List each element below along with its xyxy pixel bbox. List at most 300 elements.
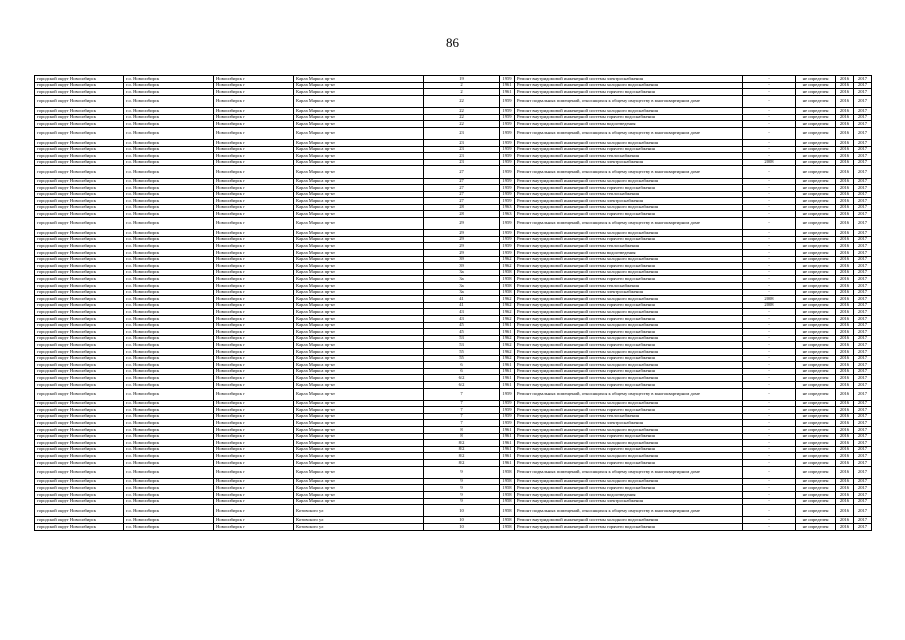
street-cell: Карла Маркса пр-кт (294, 388, 424, 400)
settlement-cell: Новосибирск г (214, 250, 294, 257)
street-cell: Карла Маркса пр-кт (294, 309, 424, 316)
house-number-cell: 53 (424, 342, 500, 349)
settlement-cell: Новосибирск г (214, 362, 294, 369)
district-cell: г.о. Новосибирск (124, 178, 214, 185)
build-year-cell: 1959 (500, 400, 515, 407)
build-year-cell: 1958 (500, 505, 515, 517)
end-year-cell: 2017 (854, 517, 872, 524)
cost-cell: не определен (796, 289, 836, 296)
house-number-cell: 53 (424, 335, 500, 342)
municipality-cell: городской округ Новосибирск (35, 348, 124, 355)
cost-cell: не определен (796, 191, 836, 198)
start-year-cell: 2016 (836, 146, 854, 153)
work-type-cell: Ремонт внутридомовой инженерной системы электроснабжения (515, 289, 743, 296)
last-repair-cell: - (743, 153, 796, 160)
house-number-cell: 41 (424, 302, 500, 309)
last-repair-cell: - (743, 388, 796, 400)
house-number-cell: 41 (424, 296, 500, 303)
start-year-cell: 2016 (836, 342, 854, 349)
house-number-cell: 45 (424, 322, 500, 329)
table-row (35, 362, 872, 369)
last-repair-cell: - (743, 204, 796, 211)
district-cell: г.о. Новосибирск (124, 198, 214, 205)
district-cell: г.о. Новосибирск (124, 204, 214, 211)
settlement-cell: Новосибирск г (214, 76, 294, 83)
municipality-cell: городской округ Новосибирск (35, 420, 124, 427)
table-row (35, 505, 872, 517)
start-year-cell: 2016 (836, 498, 854, 505)
table-row (35, 89, 872, 96)
build-year-cell: 1961 (500, 82, 515, 89)
end-year-cell: 2017 (854, 460, 872, 467)
end-year-cell: 2017 (854, 191, 872, 198)
cost-cell: не определен (796, 381, 836, 388)
start-year-cell: 2016 (836, 198, 854, 205)
build-year-cell: 1959 (500, 250, 515, 257)
street-cell: Карла Маркса пр-кт (294, 250, 424, 257)
end-year-cell: 2017 (854, 114, 872, 121)
start-year-cell: 2016 (836, 276, 854, 283)
work-type-cell: Ремонт внутридомовой инженерной системы холодного водоснабжения (515, 309, 743, 316)
street-cell: Карла Маркса пр-кт (294, 329, 424, 336)
table-row (35, 335, 872, 342)
district-cell: г.о. Новосибирск (124, 76, 214, 83)
municipality-cell: городской округ Новосибирск (35, 191, 124, 198)
start-year-cell: 2016 (836, 329, 854, 336)
house-number-cell: 22 (424, 121, 500, 128)
build-year-cell: 1962 (500, 335, 515, 342)
work-type-cell: Ремонт внутридомовой инженерной системы электроснабжения (515, 498, 743, 505)
start-year-cell: 2016 (836, 82, 854, 89)
start-year-cell: 2016 (836, 243, 854, 250)
last-repair-cell: - (743, 413, 796, 420)
municipality-cell: городской округ Новосибирск (35, 153, 124, 160)
end-year-cell: 2017 (854, 76, 872, 83)
cost-cell: не определен (796, 218, 836, 230)
cost-cell: не определен (796, 400, 836, 407)
municipality-cell: городской округ Новосибирск (35, 478, 124, 485)
settlement-cell: Новосибирск г (214, 355, 294, 362)
start-year-cell: 2016 (836, 427, 854, 434)
house-number-cell: 8/2 (424, 440, 500, 447)
start-year-cell: 2016 (836, 107, 854, 114)
start-year-cell: 2016 (836, 178, 854, 185)
street-cell: Карла Маркса пр-кт (294, 198, 424, 205)
last-repair-cell: - (743, 236, 796, 243)
work-type-cell: Ремонт внутридомовой инженерной системы водоотведения (515, 492, 743, 499)
start-year-cell: 2016 (836, 440, 854, 447)
table-row (35, 485, 872, 492)
end-year-cell: 2017 (854, 236, 872, 243)
cost-cell: не определен (796, 523, 836, 530)
cost-cell: не определен (796, 453, 836, 460)
table-row (35, 348, 872, 355)
table-body (35, 76, 872, 531)
street-cell: Карла Маркса пр-кт (294, 159, 424, 166)
municipality-cell: городской округ Новосибирск (35, 269, 124, 276)
municipality-cell: городской округ Новосибирск (35, 89, 124, 96)
municipality-cell: городской округ Новосибирск (35, 296, 124, 303)
street-cell: Карла Маркса пр-кт (294, 400, 424, 407)
work-type-cell: Ремонт внутридомовой инженерной системы горячего водоснабжения (515, 381, 743, 388)
street-cell: Карла Маркса пр-кт (294, 76, 424, 83)
district-cell: г.о. Новосибирск (124, 230, 214, 237)
last-repair-cell: - (743, 315, 796, 322)
cost-cell: не определен (796, 263, 836, 270)
work-type-cell: Ремонт внутридомовой инженерной системы холодного водоснабжения (515, 107, 743, 114)
street-cell: Карла Маркса пр-кт (294, 185, 424, 192)
end-year-cell: 2017 (854, 335, 872, 342)
house-number-cell: 55 (424, 348, 500, 355)
settlement-cell: Новосибирск г (214, 309, 294, 316)
cost-cell: не определен (796, 198, 836, 205)
municipality-cell: городской округ Новосибирск (35, 460, 124, 467)
settlement-cell: Новосибирск г (214, 236, 294, 243)
build-year-cell: 1958 (500, 466, 515, 478)
municipality-cell: городской округ Новосибирск (35, 485, 124, 492)
build-year-cell: 1959 (500, 191, 515, 198)
end-year-cell: 2017 (854, 348, 872, 355)
district-cell: г.о. Новосибирск (124, 427, 214, 434)
build-year-cell: 1959 (500, 185, 515, 192)
settlement-cell: Новосибирск г (214, 413, 294, 420)
municipality-cell: городской округ Новосибирск (35, 492, 124, 499)
end-year-cell: 2017 (854, 256, 872, 263)
end-year-cell: 2017 (854, 427, 872, 434)
street-cell: Карла Маркса пр-кт (294, 498, 424, 505)
start-year-cell: 2016 (836, 139, 854, 146)
repair-schedule-table (34, 75, 872, 531)
work-type-cell: Ремонт внутридомовой инженерной системы горячего водоснабжения (515, 446, 743, 453)
street-cell: Карла Маркса пр-кт (294, 427, 424, 434)
settlement-cell: Новосибирск г (214, 335, 294, 342)
district-cell: г.о. Новосибирск (124, 466, 214, 478)
house-number-cell: 39 (424, 256, 500, 263)
table-row (35, 82, 872, 89)
start-year-cell: 2016 (836, 89, 854, 96)
build-year-cell: 1959 (500, 243, 515, 250)
street-cell: Карла Маркса пр-кт (294, 375, 424, 382)
district-cell: г.о. Новосибирск (124, 276, 214, 283)
street-cell: Карла Маркса пр-кт (294, 381, 424, 388)
settlement-cell: Новосибирск г (214, 296, 294, 303)
district-cell: г.о. Новосибирск (124, 139, 214, 146)
cost-cell: не определен (796, 236, 836, 243)
work-type-cell: Ремонт внутридомовой инженерной системы горячего водоснабжения (515, 89, 743, 96)
district-cell: г.о. Новосибирск (124, 348, 214, 355)
district-cell: г.о. Новосибирск (124, 159, 214, 166)
last-repair-cell: - (743, 166, 796, 178)
house-number-cell: 23 (424, 127, 500, 139)
end-year-cell: 2017 (854, 329, 872, 336)
street-cell: Карла Маркса пр-кт (294, 355, 424, 362)
cost-cell: не определен (796, 466, 836, 478)
house-number-cell: 3а (424, 289, 500, 296)
end-year-cell: 2017 (854, 269, 872, 276)
last-repair-cell: - (743, 407, 796, 414)
settlement-cell: Новосибирск г (214, 388, 294, 400)
district-cell: г.о. Новосибирск (124, 460, 214, 467)
end-year-cell: 2017 (854, 478, 872, 485)
municipality-cell: городской округ Новосибирск (35, 517, 124, 524)
district-cell: г.о. Новосибирск (124, 107, 214, 114)
work-type-cell: Ремонт внутридомовой инженерной системы горячего водоснабжения (515, 329, 743, 336)
house-number-cell: 6/2 (424, 375, 500, 382)
house-number-cell: 9 (424, 466, 500, 478)
work-type-cell: Ремонт внутридомовой инженерной системы горячего водоснабжения (515, 276, 743, 283)
municipality-cell: городской округ Новосибирск (35, 243, 124, 250)
cost-cell: не определен (796, 185, 836, 192)
house-number-cell: 6 (424, 368, 500, 375)
district-cell: г.о. Новосибирск (124, 342, 214, 349)
district-cell: г.о. Новосибирск (124, 523, 214, 530)
work-type-cell: Ремонт подвальных помещений, относящихся к общему имуществу в многоквартирном доме (515, 95, 743, 107)
municipality-cell: городской округ Новосибирск (35, 204, 124, 211)
start-year-cell: 2016 (836, 420, 854, 427)
build-year-cell: 1958 (500, 478, 515, 485)
build-year-cell: 1961 (500, 446, 515, 453)
start-year-cell: 2016 (836, 159, 854, 166)
table-row (35, 269, 872, 276)
street-cell: Карла Маркса пр-кт (294, 348, 424, 355)
last-repair-cell: - (743, 211, 796, 218)
cost-cell: не определен (796, 153, 836, 160)
street-cell: Карла Маркса пр-кт (294, 127, 424, 139)
cost-cell: не определен (796, 517, 836, 524)
work-type-cell: Ремонт внутридомовой инженерной системы горячего водоснабжения (515, 460, 743, 467)
settlement-cell: Новосибирск г (214, 440, 294, 447)
table-row (35, 453, 872, 460)
house-number-cell: 27 (424, 198, 500, 205)
start-year-cell: 2016 (836, 263, 854, 270)
last-repair-cell: - (743, 446, 796, 453)
house-number-cell: 27 (424, 191, 500, 198)
cost-cell: не определен (796, 76, 836, 83)
build-year-cell: 1959 (500, 198, 515, 205)
work-type-cell: Ремонт внутридомовой инженерной системы холодного водоснабжения (515, 178, 743, 185)
district-cell: г.о. Новосибирск (124, 250, 214, 257)
municipality-cell: городской округ Новосибирск (35, 329, 124, 336)
cost-cell: не определен (796, 107, 836, 114)
house-number-cell: 23 (424, 146, 500, 153)
settlement-cell: Новосибирск г (214, 407, 294, 414)
house-number-cell: 23 (424, 153, 500, 160)
street-cell: Котовского ул (294, 505, 424, 517)
build-year-cell: 1958 (500, 283, 515, 290)
table-row (35, 230, 872, 237)
last-repair-cell: - (743, 139, 796, 146)
build-year-cell: 1961 (500, 322, 515, 329)
settlement-cell: Новосибирск г (214, 256, 294, 263)
municipality-cell: городской округ Новосибирск (35, 218, 124, 230)
municipality-cell: городской округ Новосибирск (35, 381, 124, 388)
page-number: 86 (446, 35, 459, 50)
street-cell: Карла Маркса пр-кт (294, 139, 424, 146)
start-year-cell: 2016 (836, 400, 854, 407)
house-number-cell: 7 (424, 420, 500, 427)
end-year-cell: 2017 (854, 440, 872, 447)
work-type-cell: Ремонт подвальных помещений, относящихся к общему имуществу в многоквартирном доме (515, 466, 743, 478)
house-number-cell: 10 (424, 517, 500, 524)
cost-cell: не определен (796, 335, 836, 342)
street-cell: Карла Маркса пр-кт (294, 276, 424, 283)
cost-cell: не определен (796, 166, 836, 178)
house-number-cell: 3а (424, 276, 500, 283)
house-number-cell: 9 (424, 498, 500, 505)
start-year-cell: 2016 (836, 407, 854, 414)
street-cell: Карла Маркса пр-кт (294, 335, 424, 342)
last-repair-cell: - (743, 329, 796, 336)
last-repair-cell: - (743, 433, 796, 440)
house-number-cell: 27 (424, 166, 500, 178)
house-number-cell: 7 (424, 388, 500, 400)
work-type-cell: Ремонт внутридомовой инженерной системы теплоснабжения (515, 283, 743, 290)
house-number-cell: 43 (424, 309, 500, 316)
street-cell: Карла Маркса пр-кт (294, 114, 424, 121)
work-type-cell: Ремонт внутридомовой инженерной системы теплоснабжения (515, 413, 743, 420)
end-year-cell: 2017 (854, 485, 872, 492)
cost-cell: не определен (796, 388, 836, 400)
last-repair-cell: - (743, 466, 796, 478)
table-row (35, 296, 872, 303)
municipality-cell: городской округ Новосибирск (35, 362, 124, 369)
house-number-cell: 8/2 (424, 453, 500, 460)
settlement-cell: Новосибирск г (214, 114, 294, 121)
work-type-cell: Ремонт внутридомовой инженерной системы горячего водоснабжения (515, 263, 743, 270)
build-year-cell: 1958 (500, 517, 515, 524)
end-year-cell: 2017 (854, 446, 872, 453)
district-cell: г.о. Новосибирск (124, 375, 214, 382)
start-year-cell: 2016 (836, 230, 854, 237)
settlement-cell: Новосибирск г (214, 453, 294, 460)
work-type-cell: Ремонт внутридомовой инженерной системы горячего водоснабжения (515, 236, 743, 243)
house-number-cell: 22 (424, 95, 500, 107)
end-year-cell: 2017 (854, 362, 872, 369)
work-type-cell: Ремонт внутридомовой инженерной системы горячего водоснабжения (515, 211, 743, 218)
street-cell: Карла Маркса пр-кт (294, 440, 424, 447)
district-cell: г.о. Новосибирск (124, 400, 214, 407)
municipality-cell: городской округ Новосибирск (35, 256, 124, 263)
settlement-cell: Новосибирск г (214, 218, 294, 230)
house-number-cell: 10 (424, 523, 500, 530)
end-year-cell: 2017 (854, 505, 872, 517)
end-year-cell: 2017 (854, 89, 872, 96)
house-number-cell: 3а (424, 269, 500, 276)
work-type-cell: Ремонт внутридомовой инженерной системы горячего водоснабжения (515, 114, 743, 121)
start-year-cell: 2016 (836, 381, 854, 388)
municipality-cell: городской округ Новосибирск (35, 413, 124, 420)
district-cell: г.о. Новосибирск (124, 153, 214, 160)
end-year-cell: 2017 (854, 523, 872, 530)
end-year-cell: 2017 (854, 166, 872, 178)
table-row (35, 250, 872, 257)
cost-cell: не определен (796, 296, 836, 303)
settlement-cell: Новосибирск г (214, 523, 294, 530)
street-cell: Карла Маркса пр-кт (294, 121, 424, 128)
start-year-cell: 2016 (836, 466, 854, 478)
work-type-cell: Ремонт внутридомовой инженерной системы электроснабжения (515, 159, 743, 166)
settlement-cell: Новосибирск г (214, 492, 294, 499)
street-cell: Карла Маркса пр-кт (294, 95, 424, 107)
work-type-cell: Ремонт внутридомовой инженерной системы горячего водоснабжения (515, 302, 743, 309)
build-year-cell: 1959 (500, 236, 515, 243)
cost-cell: не определен (796, 269, 836, 276)
cost-cell: не определен (796, 446, 836, 453)
house-number-cell: 23 (424, 139, 500, 146)
build-year-cell: 1962 (500, 302, 515, 309)
last-repair-cell: - (743, 460, 796, 467)
district-cell: г.о. Новосибирск (124, 269, 214, 276)
settlement-cell: Новосибирск г (214, 178, 294, 185)
house-number-cell: 10 (424, 505, 500, 517)
end-year-cell: 2017 (854, 388, 872, 400)
last-repair-cell: - (743, 492, 796, 499)
street-cell: Карла Маркса пр-кт (294, 263, 424, 270)
last-repair-cell: - (743, 400, 796, 407)
end-year-cell: 2017 (854, 218, 872, 230)
work-type-cell: Ремонт внутридомовой инженерной системы холодного водоснабжения (515, 400, 743, 407)
start-year-cell: 2016 (836, 283, 854, 290)
cost-cell: не определен (796, 498, 836, 505)
last-repair-cell: - (743, 191, 796, 198)
district-cell: г.о. Новосибирск (124, 453, 214, 460)
district-cell: г.о. Новосибирск (124, 289, 214, 296)
end-year-cell: 2017 (854, 315, 872, 322)
cost-cell: не определен (796, 413, 836, 420)
end-year-cell: 2017 (854, 230, 872, 237)
last-repair-cell: - (743, 185, 796, 192)
cost-cell: не определен (796, 427, 836, 434)
cost-cell: не определен (796, 348, 836, 355)
municipality-cell: городской округ Новосибирск (35, 127, 124, 139)
district-cell: г.о. Новосибирск (124, 309, 214, 316)
start-year-cell: 2016 (836, 95, 854, 107)
street-cell: Карла Маркса пр-кт (294, 362, 424, 369)
house-number-cell: 27 (424, 178, 500, 185)
house-number-cell: 39 (424, 263, 500, 270)
house-number-cell: 29 (424, 230, 500, 237)
build-year-cell: 1958 (500, 498, 515, 505)
house-number-cell: 6/2 (424, 381, 500, 388)
start-year-cell: 2016 (836, 355, 854, 362)
street-cell: Карла Маркса пр-кт (294, 243, 424, 250)
work-type-cell: Ремонт внутридомовой инженерной системы электроснабжения (515, 420, 743, 427)
municipality-cell: городской округ Новосибирск (35, 388, 124, 400)
start-year-cell: 2016 (836, 269, 854, 276)
cost-cell: не определен (796, 505, 836, 517)
settlement-cell: Новосибирск г (214, 466, 294, 478)
municipality-cell: городской округ Новосибирск (35, 198, 124, 205)
settlement-cell: Новосибирск г (214, 185, 294, 192)
end-year-cell: 2017 (854, 381, 872, 388)
table-row (35, 276, 872, 283)
street-cell: Карла Маркса пр-кт (294, 211, 424, 218)
build-year-cell: 1961 (500, 440, 515, 447)
street-cell: Карла Маркса пр-кт (294, 453, 424, 460)
municipality-cell: городской округ Новосибирск (35, 322, 124, 329)
settlement-cell: Новосибирск г (214, 89, 294, 96)
settlement-cell: Новосибирск г (214, 204, 294, 211)
settlement-cell: Новосибирск г (214, 505, 294, 517)
table-row (35, 198, 872, 205)
last-repair-cell: - (743, 269, 796, 276)
house-number-cell: 22 (424, 107, 500, 114)
district-cell: г.о. Новосибирск (124, 218, 214, 230)
table-row (35, 309, 872, 316)
work-type-cell: Ремонт внутридомовой инженерной системы горячего водоснабжения (515, 146, 743, 153)
settlement-cell: Новосибирск г (214, 263, 294, 270)
cost-cell: не определен (796, 362, 836, 369)
